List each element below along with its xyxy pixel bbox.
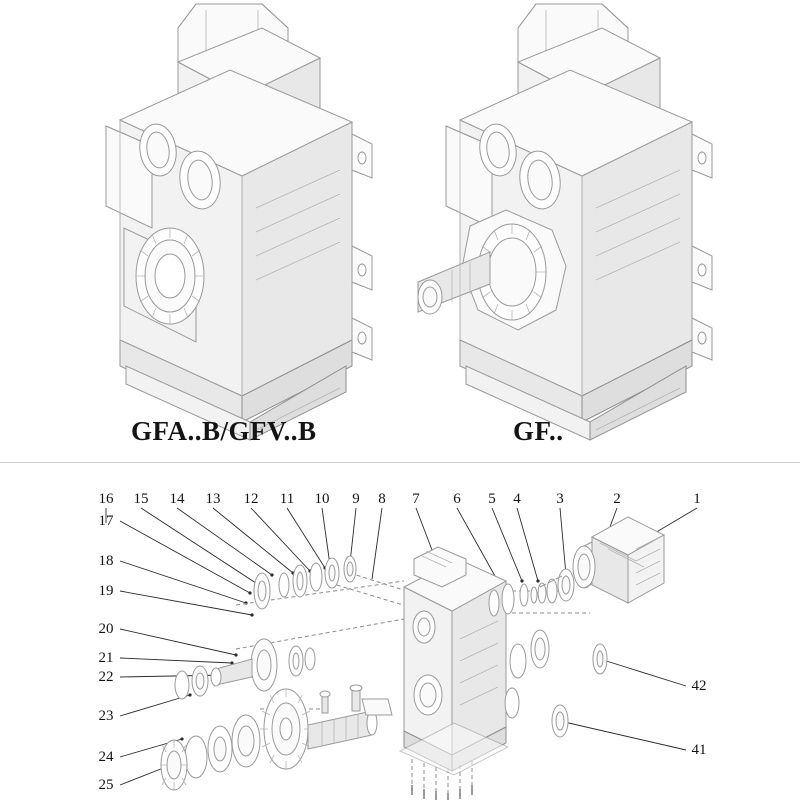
callout-41: 41 (691, 742, 707, 758)
caption-right-model: GF.. (513, 416, 564, 446)
callout-16: 16 (98, 491, 114, 507)
callout-21: 21 (98, 650, 114, 666)
callout-24: 24 (98, 749, 114, 765)
gear-shaft-assembly-bottom (160, 689, 377, 790)
callout-19: 19 (98, 583, 114, 599)
callout-13: 13 (205, 491, 221, 507)
callout-2: 2 (613, 491, 621, 507)
callout-8: 8 (378, 491, 386, 507)
exploded-parts-diagram (0, 463, 800, 800)
callout-42: 42 (691, 678, 707, 694)
shaft-assembly-middle (175, 639, 315, 699)
callout-10: 10 (314, 491, 330, 507)
plug-and-pin-parts (320, 685, 392, 715)
left-gear-unit-drawing (106, 4, 372, 440)
leader-lines-right (560, 659, 686, 750)
callout-11: 11 (279, 491, 295, 507)
exploded-view-drawing (0, 463, 800, 800)
callout-22: 22 (98, 669, 114, 685)
callout-23: 23 (98, 708, 114, 724)
callout-7: 7 (412, 491, 420, 507)
rings-center-row (254, 556, 356, 609)
callout-4: 4 (513, 491, 521, 507)
callout-3: 3 (556, 491, 564, 507)
callout-6: 6 (453, 491, 461, 507)
callout-18: 18 (98, 553, 114, 569)
caption-left-model: GFA..B/GFV..B (131, 416, 317, 446)
callout-25: 25 (98, 777, 114, 793)
callout-17: 17 (98, 513, 114, 529)
callout-15: 15 (133, 491, 149, 507)
right-gear-unit-drawing (418, 4, 712, 440)
callout-1: 1 (693, 491, 701, 507)
motor-adapter (573, 517, 664, 603)
callout-14: 14 (169, 491, 185, 507)
callout-9: 9 (352, 491, 360, 507)
callout-5: 5 (488, 491, 496, 507)
callout-12: 12 (243, 491, 259, 507)
callout-20: 20 (98, 621, 114, 637)
rings-right-side (505, 630, 607, 737)
